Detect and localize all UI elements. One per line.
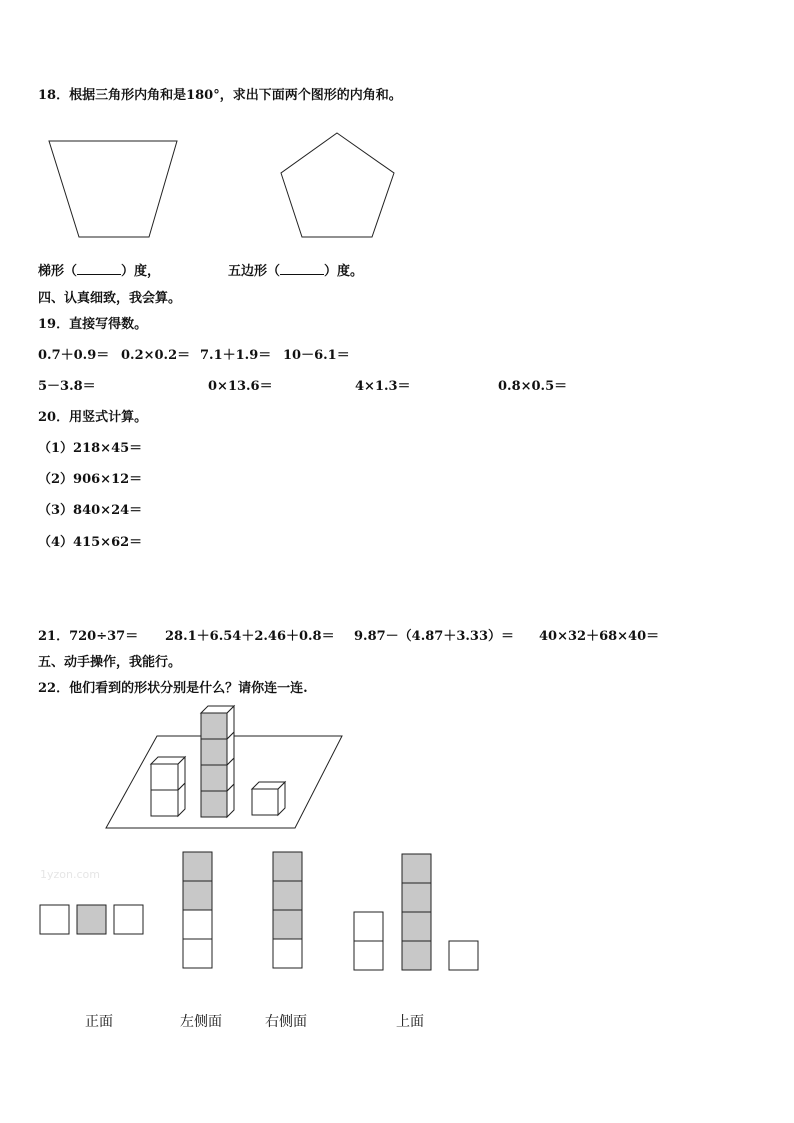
trapezoid-blank[interactable]: [77, 262, 121, 275]
option-column-a: [183, 852, 212, 968]
q19-r1-1: 0.7＋0.9＝: [38, 348, 110, 363]
trapezoid-shape: [49, 141, 177, 237]
pentagon-blank[interactable]: [280, 262, 324, 275]
q19-r1-3: 7.1＋1.9＝: [200, 348, 272, 363]
option-top-view: [354, 854, 478, 970]
q21-item-1: 21．720÷37＝: [38, 629, 139, 644]
q19-r2-1: 5－3.8＝: [38, 379, 96, 394]
q19-r2-3: 4×1.3＝: [355, 379, 411, 394]
q18-title: 18．根据三角形内角和是180°，求出下面两个图形的内角和。: [38, 88, 402, 103]
q21-item-3: 9.87－（4.87＋3.33）＝: [354, 629, 514, 644]
q20-item-1: （1）218×45＝: [38, 441, 143, 456]
left-cube-stack: [151, 757, 185, 816]
q20-item-4: （4）415×62＝: [38, 535, 143, 550]
q19-r2-4: 0.8×0.5＝: [498, 379, 568, 394]
caption-left-side: 左侧面: [180, 1014, 222, 1030]
q22-title: 22．他们看到的形状分别是什么？请你连一连.: [38, 681, 308, 696]
q19-r1-2: 0.2×0.2＝: [121, 348, 191, 363]
section-4-heading: 四、认真细致，我会算。: [38, 291, 182, 306]
q20-title: 20．用竖式计算。: [38, 410, 148, 425]
tall-cube-stack: [201, 706, 234, 817]
option-column-b: [273, 852, 302, 968]
watermark: 1yzon.com: [40, 868, 100, 881]
q20-item-2: （2）906×12＝: [38, 472, 143, 487]
q19-title: 19．直接写得数。: [38, 317, 148, 332]
option-front-view: [40, 905, 143, 934]
single-cube: [252, 782, 285, 815]
section-5-heading: 五、动手操作，我能行。: [38, 655, 182, 670]
caption-top: 上面: [396, 1014, 424, 1030]
pentagon-answer: 五边形（ ）度。: [228, 264, 364, 279]
caption-front: 正面: [85, 1014, 113, 1030]
q19-r2-2: 0×13.6＝: [208, 379, 273, 394]
q19-r1-4: 10－6.1＝: [283, 348, 350, 363]
trapezoid-answer: 梯形（ ）度，: [38, 264, 161, 279]
q21-item-4: 40×32＋68×40＝: [539, 629, 660, 644]
caption-right-side: 右侧面: [265, 1014, 307, 1030]
q20-item-3: （3）840×24＝: [38, 503, 143, 518]
pentagon-shape: [281, 133, 394, 237]
q21-item-2: 28.1＋6.54＋2.46＋0.8＝: [165, 629, 335, 644]
